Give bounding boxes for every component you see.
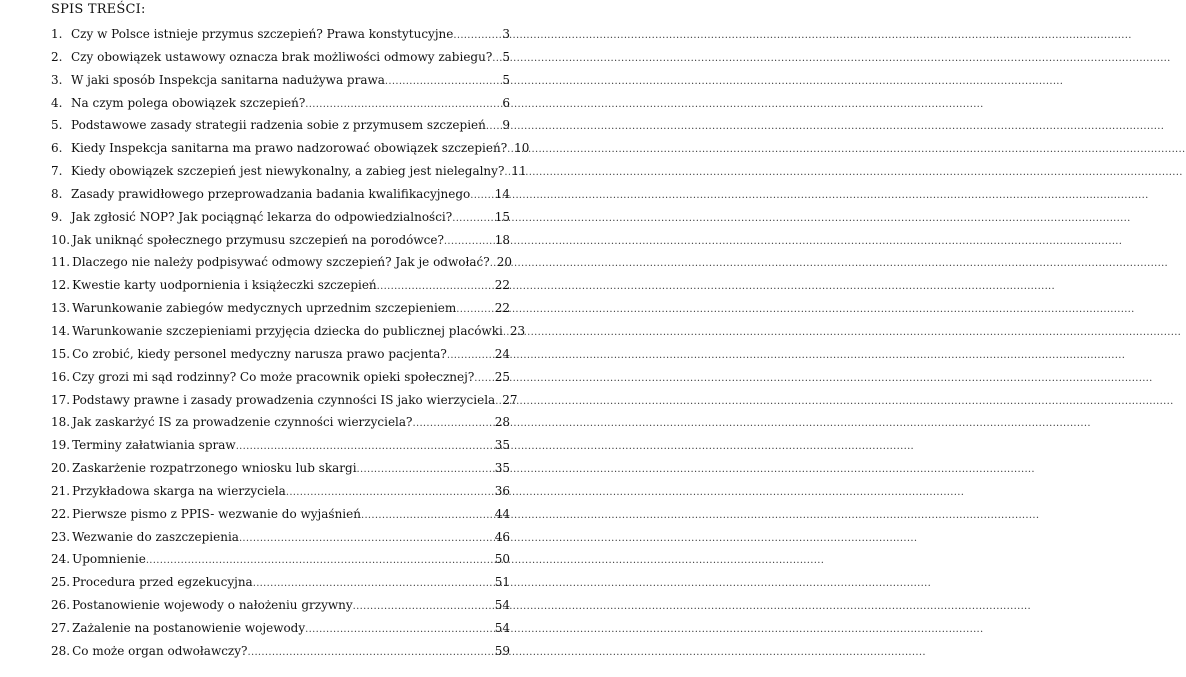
toc-entry-title: Kiedy obowiązek szczepień jest niewykonalny, a zabieg jest nielegalny? <box>71 164 505 179</box>
toc-dot-leader <box>286 485 494 501</box>
toc-entry-title: Przykładowa skarga na wierzyciela <box>72 483 286 498</box>
toc-entry-11[interactable] <box>51 254 510 277</box>
toc-entry-page-number: 51 <box>494 575 510 590</box>
toc-entry-6[interactable] <box>51 140 530 163</box>
toc-entry-page-number: 28 <box>494 415 510 430</box>
toc-entry-14[interactable] <box>51 323 526 346</box>
toc-entry-title: Pierwsze pismo z PPIS- wezwanie do wyjaśnień <box>72 506 361 521</box>
toc-dot-leader <box>357 462 494 478</box>
toc-entry-page-number: 22 <box>494 301 510 316</box>
toc-entry-number: 2. <box>51 49 63 64</box>
toc-entry-title: Jak zgłosić NOP? Jak pociągnąć lekarza do odpowiedzialności? <box>71 209 453 224</box>
toc-entry-title: Jak uniknąć społecznego przymusu szczepień na porodówce? <box>72 232 444 247</box>
toc-entry-page-number: 10 <box>514 141 530 156</box>
toc-dot-leader <box>305 622 494 638</box>
toc-entry-title: Kwestie karty uodpornienia i książeczki szczepień <box>72 278 377 293</box>
toc-entry-number: 25. <box>51 575 71 590</box>
toc-entry-number: 21. <box>51 483 71 498</box>
toc-entry-title: Zasady prawidłowego przeprowadzania badania kwalifikacyjnego <box>71 186 471 201</box>
toc-dot-leader <box>492 51 501 67</box>
toc-entry-13[interactable] <box>51 300 510 323</box>
toc-entry-number: 11. <box>51 255 71 270</box>
toc-entry-15[interactable] <box>51 346 510 369</box>
toc-dot-leader <box>253 576 494 592</box>
toc-entry-number: 26. <box>51 598 71 613</box>
toc-entry-number: 24. <box>51 552 71 567</box>
toc-entry-title: Warunkowanie zabiegów medycznych uprzednim szczepieniem <box>72 301 457 316</box>
toc-entry-number: 9. <box>51 209 63 224</box>
toc-entry-page-number: 5 <box>502 72 510 87</box>
toc-entry-title: Jak zaskarżyć IS za prowadzenie czynności wierzyciela? <box>72 415 413 430</box>
document-page <box>0 0 571 677</box>
toc-entry-2[interactable] <box>51 49 510 72</box>
toc-entry-page-number: 9 <box>502 118 510 133</box>
toc-entry-number: 18. <box>51 415 71 430</box>
toc-entry-4[interactable] <box>51 95 510 118</box>
toc-entry-page-number: 25 <box>494 369 510 384</box>
toc-entry-page-number: 22 <box>494 278 510 293</box>
toc-entry-page-number: 59 <box>494 643 510 658</box>
toc-entry-number: 1. <box>51 27 63 41</box>
toc-dot-leader <box>453 28 501 44</box>
toc-entry-number: 19. <box>51 438 71 453</box>
toc-entry-page-number: 35 <box>494 438 510 453</box>
toc-dot-leader <box>377 279 494 295</box>
toc-dot-leader <box>239 531 494 547</box>
toc-entry-page-number: 11 <box>511 164 527 179</box>
table-of-contents <box>51 26 530 666</box>
toc-entry-page-number: 14 <box>494 186 510 201</box>
toc-entry-27[interactable] <box>51 620 510 643</box>
toc-entry-number: 10. <box>51 232 71 247</box>
toc-entry-number: 7. <box>51 164 63 179</box>
toc-entry-12[interactable] <box>51 277 510 300</box>
toc-entry-number: 4. <box>51 95 63 110</box>
toc-entry-22[interactable] <box>51 506 510 529</box>
toc-entry-25[interactable] <box>51 574 510 597</box>
toc-dot-leader <box>486 119 501 135</box>
toc-entry-page-number: 54 <box>494 620 510 635</box>
toc-entry-number: 16. <box>51 369 71 384</box>
toc-entry-page-number: 50 <box>494 552 510 567</box>
toc-entry-20[interactable] <box>51 460 510 483</box>
toc-entry-number: 6. <box>51 141 63 156</box>
toc-entry-page-number: 6 <box>502 95 510 110</box>
toc-entry-page-number: 5 <box>502 49 510 64</box>
toc-entry-page-number: 15 <box>494 209 510 224</box>
toc-entry-number: 8. <box>51 186 63 201</box>
toc-entry-title: Czy obowiązek ustawowy oznacza brak możliwości odmowy zabiegu? <box>71 49 493 64</box>
toc-entry-page-number: 24 <box>494 346 510 361</box>
toc-entry-10[interactable] <box>51 232 510 255</box>
toc-dot-leader <box>361 508 494 524</box>
toc-dot-leader <box>247 645 493 661</box>
toc-entry-title: Procedura przed egzekucyjna <box>72 575 253 590</box>
toc-entry-title: Czy grozi mi sąd rodzinny? Co może pracownik opieki społecznej? <box>72 369 475 384</box>
toc-entry-title: Co zrobić, kiedy personel medyczny narusza prawo pacjenta? <box>72 346 447 361</box>
toc-entry-page-number: 44 <box>494 506 510 521</box>
toc-entry-21[interactable] <box>51 483 510 506</box>
toc-dot-leader <box>412 416 493 432</box>
toc-entry-page-number: 35 <box>494 461 510 476</box>
toc-dot-leader <box>305 97 501 113</box>
toc-entry-28[interactable] <box>51 643 510 666</box>
toc-entry-page-number: 46 <box>494 529 510 544</box>
toc-entry-19[interactable] <box>51 437 510 460</box>
toc-entry-title: W jaki sposób Inspekcja sanitarna nadużywa prawa <box>71 72 385 87</box>
toc-dot-leader <box>452 211 494 227</box>
toc-entry-number: 15. <box>51 346 71 361</box>
toc-entry-7[interactable] <box>51 163 527 186</box>
toc-entry-title: Na czym polega obowiązek szczepień? <box>71 95 306 110</box>
toc-dot-leader <box>353 599 494 615</box>
toc-entry-title: Dlaczego nie należy podpisywać odmowy szczepień? Jak je odwołać? <box>72 255 490 270</box>
toc-dot-leader <box>146 553 494 569</box>
toc-dot-leader <box>456 302 493 318</box>
toc-entry-title: Co może organ odwoławczy? <box>72 643 248 658</box>
toc-entry-title: Terminy załatwiania spraw <box>72 438 236 453</box>
toc-entry-page-number: 18 <box>494 232 510 247</box>
toc-entry-18[interactable] <box>51 414 510 437</box>
toc-entry-title: Podstawy prawne i zasady prowadzenia czynności IS jako wierzyciela <box>72 392 496 407</box>
toc-entry-title: Podstawowe zasady strategii radzenia sobie z przymusem szczepień <box>71 118 486 133</box>
toc-entry-17[interactable] <box>51 392 518 415</box>
toc-entry-number: 13. <box>51 301 71 316</box>
toc-title: SPIS TREŚCI: <box>51 2 146 17</box>
toc-entry-9[interactable] <box>51 209 510 232</box>
toc-entry-title: Kiedy Inspekcja sanitarna ma prawo nadzorować obowiązek szczepień? <box>71 141 508 156</box>
toc-dot-leader <box>444 234 494 250</box>
toc-entry-8[interactable] <box>51 186 510 209</box>
toc-dot-leader <box>385 74 501 90</box>
toc-entry-number: 17. <box>51 392 71 407</box>
toc-entry-number: 3. <box>51 72 63 87</box>
toc-entry-title: Zaskarżenie rozpatrzonego wniosku lub skargi <box>72 461 357 476</box>
toc-entry-title: Warunkowanie szczepieniami przyjęcia dziecka do publicznej placówki <box>72 323 503 338</box>
toc-entry-number: 23. <box>51 529 71 544</box>
toc-entry-number: 28. <box>51 643 71 658</box>
toc-entry-24[interactable] <box>51 551 510 574</box>
toc-entry-number: 27. <box>51 620 71 635</box>
toc-entry-page-number: 36 <box>494 483 510 498</box>
toc-dot-leader <box>447 348 494 364</box>
toc-entry-26[interactable] <box>51 597 510 620</box>
toc-entry-page-number: 54 <box>494 598 510 613</box>
toc-entry-number: 12. <box>51 278 71 293</box>
toc-entry-number: 22. <box>51 506 71 521</box>
toc-dot-leader <box>236 439 494 455</box>
toc-entry-3[interactable] <box>51 72 510 95</box>
toc-entry-page-number: 27 <box>502 392 518 407</box>
toc-entry-number: 14. <box>51 323 71 338</box>
toc-entry-page-number: 23 <box>509 323 526 338</box>
toc-entry-16[interactable] <box>51 369 510 392</box>
toc-entry-number: 20. <box>51 461 71 476</box>
toc-entry-title: Czy w Polsce istnieje przymus szczepień? Prawa konstytucyjne <box>71 27 454 41</box>
toc-entry-1[interactable] <box>51 26 510 49</box>
toc-dot-leader <box>470 188 493 204</box>
toc-entry-title: Wezwanie do zaszczepienia <box>72 529 239 544</box>
toc-entry-title: Zażalenie na postanowienie wojewody <box>72 620 306 635</box>
toc-entry-title: Upomnienie <box>72 552 146 567</box>
toc-entry-5[interactable] <box>51 117 510 140</box>
toc-entry-23[interactable] <box>51 529 510 552</box>
toc-dot-leader <box>474 371 493 387</box>
toc-entry-title: Postanowienie wojewody o nałożeniu grzywny <box>72 598 353 613</box>
toc-entry-page-number: 20 <box>496 255 512 270</box>
toc-entry-page-number: 3 <box>502 27 510 41</box>
toc-entry-number: 5. <box>51 118 63 133</box>
